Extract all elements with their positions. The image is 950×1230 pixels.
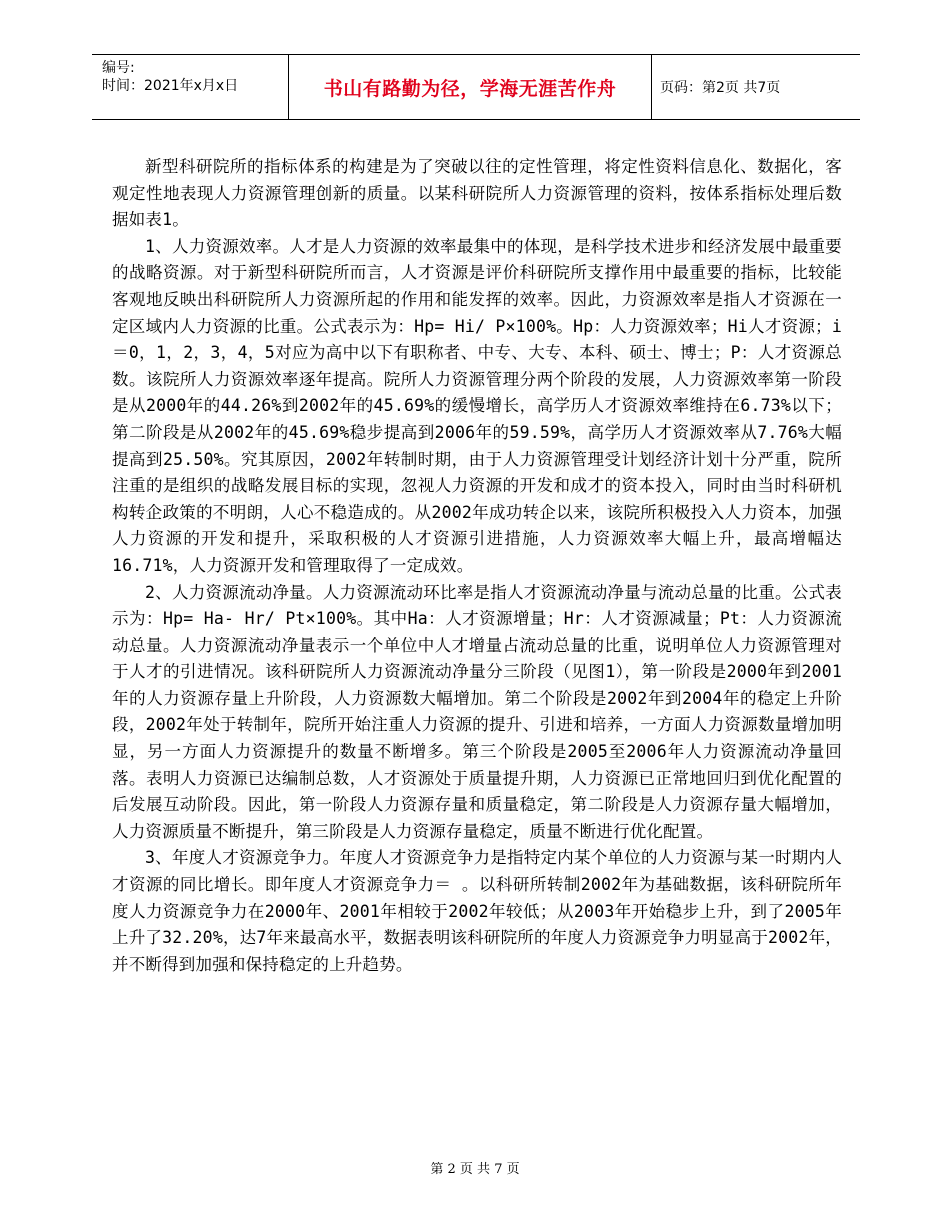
document-body (112, 154, 842, 978)
paragraph-hr-efficiency: 1、人力资源效率。人才是人力资源的效率最集中的体现，是科学技术进步和经济发展中最重要的战略资源。对于新型科研院所而言，人才资源是评价科研院所支撑作用中最重要的指标，比较能客观地反映出科研院所人力资源所起的作用和能发挥的效率。因此，力资源效率是指人才资源在一定区域内人力资源的比重。公式表示为：Hp= Hi/ P×100%。Hp：人力资源效率；Hi人才资源；i＝0，1，2，3，4，5对应为高中以下有职称者、中专、大专、本科、硕士、博士；P：人才资源总数。该院所人力资源效率逐年提高。院所人力资源管理分两个阶段的发展，人力资源效率第一阶段是从2000年的44.26%到2002年的45.69%的缓慢增长，高学历人才资源效率维持在6.73%以下；第二阶段是从2002年的45.69%稳步提高到2006年的59.59%，高学历人才资源效率从7.76%大幅提高到25.50%。究其原因，2002年转制时期，由于人力资源管理受计划经济计划十分严重，院所注重的是组织的战略发展目标的实现，忽视人力资源的开发和成才的资本投入，同时由当时科研机构转企政策的不明朗，人心不稳造成的。从2002年成功转企以来，该院所积极投入人力资本，加强人力资源的开发和提升，采取积极的人才资源引进措施，人力资源效率大幅上升，最高增幅达16.71%，人力资源开发和管理取得了一定成效。 (112, 236, 842, 575)
paragraph-intro: 新型科研院所的指标体系的构建是为了突破以往的定性管理，将定性资料信息化、数据化，客观定性地表现人力资源管理创新的质量。以某科研院所人力资源管理的资料，按体系指标处理后数据如表1。 (112, 157, 842, 230)
page-header (92, 54, 860, 120)
paragraph-talent-competitiveness: 3、年度人才资源竞争力。年度人才资源竞争力是指特定内某个单位的人力资源与某一时期内人才资源的同比增长。即年度人才资源竞争力＝ 。以科研所转制2002年为基础数据，该科研院所年度人力资源竞争力在2000年、2001年相较于2002年较低；从2003年开始稳步上升，到了2005年上升了32.20%，达7年来最高水平，数据表明该科研院所的年度人力资源竞争力明显高于2002年，并不断得到加强和保持稳定的上升趋势。 (112, 848, 842, 974)
paragraph-hr-flow: 2、人力资源流动净量。人力资源流动环比率是指人才资源流动净量与流动总量的比重。公式表示为：Hp= Ha- Hr/ Pt×100%。其中Ha：人才资源增量；Hr：人才资源减量；Pt：人力资源流动总量。人力资源流动净量表示一个单位中人才增量占流动总量的比重，说明单位人力资源管理对于人才的引进情况。该科研院所人力资源流动净量分三阶段（见图1），第一阶段是2000年到2001年的人力资源存量上升阶段，人力资源数大幅增加。第二个阶段是2002年到2004年的稳定上升阶段，2002年处于转制年，院所开始注重人力资源的提升、引进和培养，一方面人力资源数量增加明显，另一方面人力资源提升的数量不断增多。第三个阶段是2005至2006年人力资源流动净量回落。表明人力资源已达编制总数，人才资源处于质量提升期，人力资源已正常地回归到优化配置的后发展互动阶段。因此，第一阶段人力资源存量和质量稳定，第二阶段是人力资源存量大幅增加，人力资源质量不断提升，第三阶段是人力资源存量稳定，质量不断进行优化配置。 (112, 582, 842, 841)
header-meta (102, 59, 238, 95)
page-footer: 第 2 页 共 7 页 (430, 1162, 520, 1177)
document-number-label: 编号: (102, 60, 135, 76)
header-page-label: 页码：第2页 共7页 (660, 80, 781, 96)
header-motto: 书山有路勤为径，学海无涯苦作舟 (288, 55, 652, 119)
document-time-label: 时间：2021年x月x日 (102, 78, 239, 94)
